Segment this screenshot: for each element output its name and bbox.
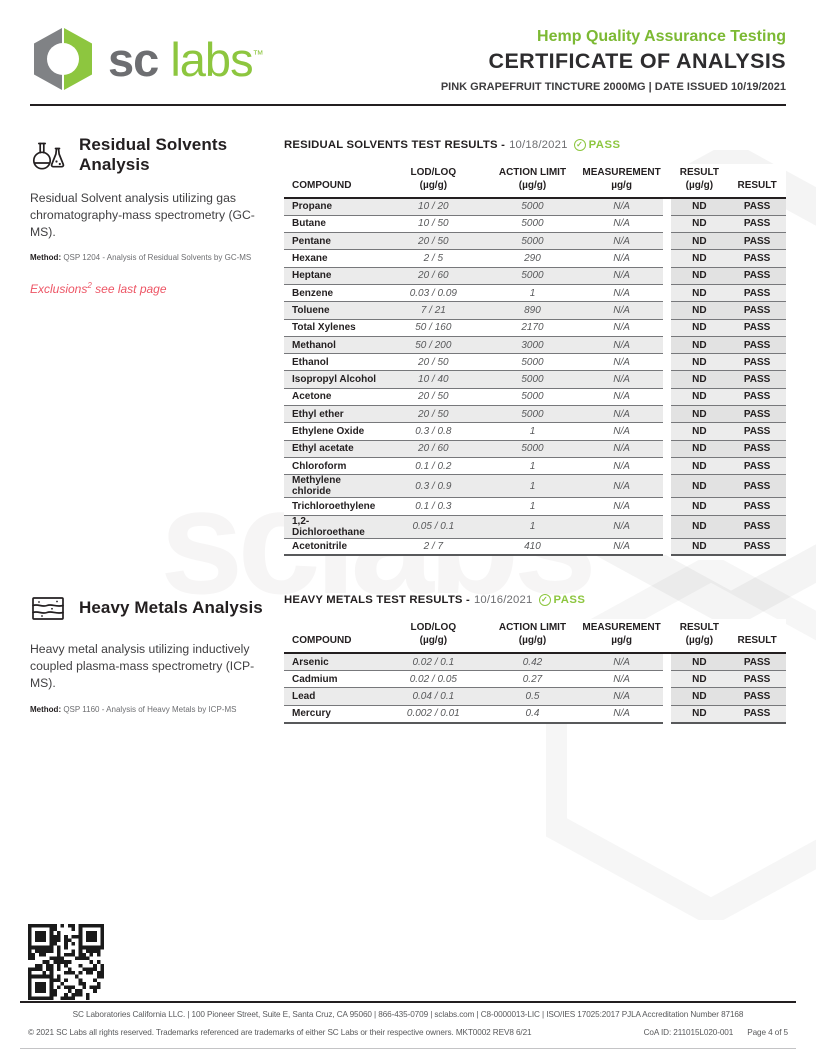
lodloq-cell: 0.02 / 0.05 xyxy=(382,671,485,688)
lodloq-cell: 0.02 / 0.1 xyxy=(382,653,485,670)
compound-cell: Hexane xyxy=(284,250,382,267)
table-row xyxy=(284,440,786,457)
result-cell: ND xyxy=(671,319,729,336)
result-cell: ND xyxy=(671,688,729,705)
logo-wordmark xyxy=(108,32,264,86)
sclabs-logo xyxy=(30,26,264,92)
cell-spacer xyxy=(663,336,671,353)
table-row xyxy=(284,388,786,405)
lodloq-cell: 0.002 / 0.01 xyxy=(382,705,485,722)
measurement-cell: N/A xyxy=(580,653,663,670)
measurement-cell: N/A xyxy=(580,705,663,722)
lodloq-cell: 20 / 60 xyxy=(382,440,485,457)
residual-solvents-table xyxy=(284,164,786,556)
copyright-text: © 2021 SC Labs all rights reserved. Trademarks referenced are trademarks of either SC Labs or their respective owners. MKT0002 REV8 6/21 xyxy=(28,1028,532,1037)
table-row xyxy=(284,319,786,336)
measurement-cell: N/A xyxy=(580,388,663,405)
action-limit-cell: 2170 xyxy=(485,319,580,336)
logo-sc-text: sc xyxy=(108,32,159,86)
heavy-metals-results xyxy=(284,590,786,723)
table-row xyxy=(284,705,786,722)
table-row xyxy=(284,302,786,319)
cell-spacer xyxy=(663,671,671,688)
cell-spacer xyxy=(663,688,671,705)
lodloq-cell: 20 / 50 xyxy=(382,388,485,405)
result-cell: ND xyxy=(671,233,729,250)
pass-cell: PASS xyxy=(728,336,786,353)
cell-spacer xyxy=(663,250,671,267)
result-cell: ND xyxy=(671,406,729,423)
compound-cell: Ethylene Oxide xyxy=(284,423,382,440)
measurement-cell: N/A xyxy=(580,284,663,301)
action-limit-cell: 5000 xyxy=(485,198,580,215)
method-label: Method: xyxy=(30,704,62,714)
lodloq-cell: 50 / 200 xyxy=(382,336,485,353)
lodloq-cell: 0.03 / 0.09 xyxy=(382,284,485,301)
cell-spacer xyxy=(663,388,671,405)
pass-cell: PASS xyxy=(728,371,786,388)
column-header: MEASUREMENT µg/g xyxy=(580,619,663,653)
column-header: COMPOUND xyxy=(284,619,382,653)
tagline: Hemp Quality Assurance Testing xyxy=(537,28,786,45)
lodloq-cell: 0.04 / 0.1 xyxy=(382,688,485,705)
measurement-cell: N/A xyxy=(580,233,663,250)
pass-cell: PASS xyxy=(728,538,786,555)
lodloq-cell: 0.05 / 0.1 xyxy=(382,515,485,538)
result-cell: ND xyxy=(671,302,729,319)
cell-spacer xyxy=(663,498,671,515)
table-row xyxy=(284,267,786,284)
pass-cell: PASS xyxy=(728,250,786,267)
pass-cell: PASS xyxy=(728,671,786,688)
compound-cell: Ethanol xyxy=(284,354,382,371)
measurement-cell: N/A xyxy=(580,371,663,388)
result-cell: ND xyxy=(671,423,729,440)
compound-cell: Acetonitrile xyxy=(284,538,382,555)
pass-cell: PASS xyxy=(728,388,786,405)
lab-contact-line: SC Laboratories California LLC. | 100 Pioneer Street, Suite E, Santa Cruz, CA 95060 | 866-435-0709 | sclabs.com | C8-0000013-LIC | ISO/IES 17025:2017 PJLA Accreditation Number 87168 xyxy=(72,1010,744,1019)
section-title: Heavy Metals Analysis xyxy=(79,598,263,618)
pass-cell: PASS xyxy=(728,198,786,215)
table-row xyxy=(284,498,786,515)
method-text: QSP 1160 - Analysis of Heavy Metals by ICP-MS xyxy=(61,704,237,714)
action-limit-cell: 5000 xyxy=(485,371,580,388)
exclusions-note xyxy=(30,281,270,296)
compound-cell: Acetone xyxy=(284,388,382,405)
measurement-cell: N/A xyxy=(580,498,663,515)
residual-solvents-summary xyxy=(30,135,284,556)
column-header: MEASUREMENT µg/g xyxy=(580,164,663,198)
action-limit-cell: 1 xyxy=(485,457,580,474)
pass-cell: PASS xyxy=(728,653,786,670)
column-header: COMPOUND xyxy=(284,164,382,198)
cell-spacer xyxy=(663,457,671,474)
action-limit-cell: 3000 xyxy=(485,336,580,353)
action-limit-cell: 0.27 xyxy=(485,671,580,688)
heavy-metals-table xyxy=(284,619,786,723)
lodloq-cell: 0.3 / 0.9 xyxy=(382,475,485,498)
method-line xyxy=(30,705,270,714)
table-row xyxy=(284,653,786,670)
results-title: RESIDUAL SOLVENTS TEST RESULTS - xyxy=(284,139,506,151)
sclabs-hexagon-logo-icon xyxy=(30,26,96,92)
result-cell: ND xyxy=(671,336,729,353)
column-spacer xyxy=(663,164,671,198)
cell-spacer xyxy=(663,354,671,371)
section-title: Residual Solvents Analysis xyxy=(79,135,228,174)
result-cell: ND xyxy=(671,198,729,215)
flask-icon xyxy=(30,137,66,173)
residual-solvents-results xyxy=(284,135,786,556)
pass-cell: PASS xyxy=(728,688,786,705)
table-row xyxy=(284,198,786,215)
compound-cell: Toluene xyxy=(284,302,382,319)
pass-cell: PASS xyxy=(728,406,786,423)
compound-cell: Benzene xyxy=(284,284,382,301)
measurement-cell: N/A xyxy=(580,671,663,688)
table-row xyxy=(284,371,786,388)
result-cell: ND xyxy=(671,671,729,688)
measurement-cell: N/A xyxy=(580,215,663,232)
page-number: Page 4 of 5 xyxy=(747,1028,788,1037)
lodloq-cell: 20 / 60 xyxy=(382,267,485,284)
column-header: ACTION LIMIT (µg/g) xyxy=(485,164,580,198)
page-header xyxy=(0,0,816,93)
cell-spacer xyxy=(663,198,671,215)
action-limit-cell: 1 xyxy=(485,423,580,440)
cell-spacer xyxy=(663,319,671,336)
column-spacer xyxy=(663,619,671,653)
action-limit-cell: 0.5 xyxy=(485,688,580,705)
copyright-line xyxy=(0,1028,816,1037)
note-text: see last page xyxy=(91,282,167,297)
measurement-cell: N/A xyxy=(580,475,663,498)
compound-cell: Cadmium xyxy=(284,671,382,688)
result-cell: ND xyxy=(671,388,729,405)
pass-cell: PASS xyxy=(728,302,786,319)
cell-spacer xyxy=(663,653,671,670)
cell-spacer xyxy=(663,267,671,284)
lodloq-cell: 0.3 / 0.8 xyxy=(382,423,485,440)
metal-sheets-icon xyxy=(30,590,66,626)
compound-cell: Pentane xyxy=(284,233,382,250)
lodloq-cell: 2 / 7 xyxy=(382,538,485,555)
action-limit-cell: 5000 xyxy=(485,267,580,284)
table-row xyxy=(284,233,786,250)
lodloq-cell: 2 / 5 xyxy=(382,250,485,267)
lodloq-cell: 10 / 40 xyxy=(382,371,485,388)
header-titles xyxy=(441,28,786,93)
column-header: ACTION LIMIT (µg/g) xyxy=(485,619,580,653)
sample-subtitle: PINK GRAPEFRUIT TINCTURE 2000MG | DATE ISSUED 10/19/2021 xyxy=(440,81,786,93)
results-header xyxy=(284,594,786,606)
compound-cell: Trichloroethylene xyxy=(284,498,382,515)
measurement-cell: N/A xyxy=(580,423,663,440)
pass-cell: PASS xyxy=(728,705,786,722)
result-cell: ND xyxy=(671,215,729,232)
measurement-cell: N/A xyxy=(580,250,663,267)
result-cell: ND xyxy=(671,267,729,284)
page-title: CERTIFICATE OF ANALYSIS xyxy=(488,49,786,73)
note-text: Exclusions xyxy=(30,282,88,297)
column-header: RESULT (µg/g) xyxy=(671,164,729,198)
result-cell: ND xyxy=(671,284,729,301)
result-cell: ND xyxy=(671,515,729,538)
method-text: QSP 1204 - Analysis of Residual Solvents by GC-MS xyxy=(61,253,252,263)
cell-spacer xyxy=(663,475,671,498)
result-cell: ND xyxy=(671,498,729,515)
column-header: RESULT xyxy=(728,619,786,653)
column-header: LOD/LOQ (µg/g) xyxy=(382,619,485,653)
compound-cell: Methylene chloride xyxy=(284,475,382,498)
compound-cell: Heptane xyxy=(284,267,382,284)
measurement-cell: N/A xyxy=(580,688,663,705)
footer-divider xyxy=(20,1001,796,1003)
cell-spacer xyxy=(663,423,671,440)
action-limit-cell: 1 xyxy=(485,475,580,498)
cell-spacer xyxy=(663,406,671,423)
lodloq-cell: 10 / 20 xyxy=(382,198,485,215)
column-header: LOD/LOQ (µg/g) xyxy=(382,164,485,198)
cell-spacer xyxy=(663,215,671,232)
compound-cell: Propane xyxy=(284,198,382,215)
pass-cell: PASS xyxy=(728,284,786,301)
compound-cell: Butane xyxy=(284,215,382,232)
compound-cell: Isopropyl Alcohol xyxy=(284,371,382,388)
lodloq-cell: 20 / 50 xyxy=(382,406,485,423)
result-cell: ND xyxy=(671,440,729,457)
result-cell: ND xyxy=(671,653,729,670)
status-badge xyxy=(539,594,586,606)
coa-id: CoA ID: 211015L020-001 xyxy=(643,1028,734,1037)
pass-cell: PASS xyxy=(728,233,786,250)
lodloq-cell: 7 / 21 xyxy=(382,302,485,319)
table-row xyxy=(284,475,786,498)
measurement-cell: N/A xyxy=(580,515,663,538)
compound-cell: Chloroform xyxy=(284,457,382,474)
page-footer xyxy=(0,1001,816,1049)
measurement-cell: N/A xyxy=(580,354,663,371)
pass-cell: PASS xyxy=(728,515,786,538)
measurement-cell: N/A xyxy=(580,302,663,319)
pass-cell: PASS xyxy=(728,354,786,371)
measurement-cell: N/A xyxy=(580,457,663,474)
section-description: Residual Solvent analysis utilizing gas chromatography-mass spectrometry (GC-MS). xyxy=(30,191,255,239)
table-row xyxy=(284,250,786,267)
measurement-cell: N/A xyxy=(580,267,663,284)
action-limit-cell: 1 xyxy=(485,515,580,538)
cell-spacer xyxy=(663,515,671,538)
pass-cell: PASS xyxy=(728,440,786,457)
pass-cell: PASS xyxy=(728,319,786,336)
residual-solvents-section xyxy=(30,135,786,556)
result-cell: ND xyxy=(671,371,729,388)
table-row xyxy=(284,457,786,474)
compound-cell: Methanol xyxy=(284,336,382,353)
pass-status-text: PASS xyxy=(553,594,586,607)
cell-spacer xyxy=(663,538,671,555)
cell-spacer xyxy=(663,302,671,319)
pass-cell: PASS xyxy=(728,215,786,232)
measurement-cell: N/A xyxy=(580,538,663,555)
table-row xyxy=(284,688,786,705)
table-row xyxy=(284,538,786,555)
compound-cell: Lead xyxy=(284,688,382,705)
qr-code xyxy=(28,924,104,1000)
results-title: HEAVY METALS TEST RESULTS - xyxy=(284,594,470,607)
result-cell: ND xyxy=(671,538,729,555)
status-badge xyxy=(574,139,621,151)
results-header xyxy=(284,139,786,151)
lodloq-cell: 10 / 50 xyxy=(382,215,485,232)
lodloq-cell: 0.1 / 0.3 xyxy=(382,498,485,515)
results-date: 10/16/2021 xyxy=(473,594,533,607)
lodloq-cell: 50 / 160 xyxy=(382,319,485,336)
result-cell: ND xyxy=(671,705,729,722)
lodloq-cell: 0.1 / 0.2 xyxy=(382,457,485,474)
table-row xyxy=(284,406,786,423)
measurement-cell: N/A xyxy=(580,198,663,215)
action-limit-cell: 1 xyxy=(485,498,580,515)
compound-cell: Total Xylenes xyxy=(284,319,382,336)
result-cell: ND xyxy=(671,475,729,498)
compound-cell: Arsenic xyxy=(284,653,382,670)
column-header: RESULT (µg/g) xyxy=(671,619,729,653)
pass-cell: PASS xyxy=(728,423,786,440)
pass-cell: PASS xyxy=(728,498,786,515)
compound-cell: Ethyl acetate xyxy=(284,440,382,457)
compound-cell: Mercury xyxy=(284,705,382,722)
action-limit-cell: 410 xyxy=(485,538,580,555)
action-limit-cell: 290 xyxy=(485,250,580,267)
page-bottom-edge xyxy=(20,1048,796,1049)
table-row xyxy=(284,671,786,688)
action-limit-cell: 1 xyxy=(485,284,580,301)
cell-spacer xyxy=(663,440,671,457)
action-limit-cell: 5000 xyxy=(485,440,580,457)
heavy-metals-summary xyxy=(30,590,284,723)
result-cell: ND xyxy=(671,354,729,371)
result-cell: ND xyxy=(671,250,729,267)
measurement-cell: N/A xyxy=(580,440,663,457)
method-label: Method: xyxy=(30,253,62,263)
cell-spacer xyxy=(663,233,671,250)
table-row xyxy=(284,354,786,371)
check-circle-icon: ✓ xyxy=(539,594,551,606)
action-limit-cell: 890 xyxy=(485,302,580,319)
action-limit-cell: 5000 xyxy=(485,388,580,405)
logo-labs-text: labs xyxy=(170,32,253,86)
table-row xyxy=(284,336,786,353)
column-header: RESULT xyxy=(728,164,786,198)
lodloq-cell: 20 / 50 xyxy=(382,233,485,250)
section-description: Heavy metal analysis utilizing inductively coupled plasma-mass spectrometry (ICP-MS). xyxy=(30,642,255,690)
pass-cell: PASS xyxy=(728,267,786,284)
pass-status-text: PASS xyxy=(588,139,621,151)
pass-cell: PASS xyxy=(728,457,786,474)
logo-trademark: ™ xyxy=(252,48,264,61)
check-circle-icon: ✓ xyxy=(574,139,586,151)
cell-spacer xyxy=(663,705,671,722)
action-limit-cell: 0.42 xyxy=(485,653,580,670)
method-line xyxy=(30,253,270,262)
note-superscript: 2 xyxy=(87,281,92,291)
measurement-cell: N/A xyxy=(580,406,663,423)
pass-cell: PASS xyxy=(728,475,786,498)
compound-cell: Ethyl ether xyxy=(284,406,382,423)
action-limit-cell: 5000 xyxy=(485,233,580,250)
results-date: 10/18/2021 xyxy=(509,139,568,151)
table-row xyxy=(284,515,786,538)
compound-cell: 1,2-Dichloroethane xyxy=(284,515,382,538)
measurement-cell: N/A xyxy=(580,336,663,353)
action-limit-cell: 5000 xyxy=(485,406,580,423)
action-limit-cell: 5000 xyxy=(485,215,580,232)
action-limit-cell: 5000 xyxy=(485,354,580,371)
measurement-cell: N/A xyxy=(580,319,663,336)
lodloq-cell: 20 / 50 xyxy=(382,354,485,371)
heavy-metals-section xyxy=(30,590,786,723)
action-limit-cell: 0.4 xyxy=(485,705,580,722)
table-row xyxy=(284,423,786,440)
header-divider xyxy=(30,104,786,106)
cell-spacer xyxy=(663,371,671,388)
cell-spacer xyxy=(663,284,671,301)
table-row xyxy=(284,284,786,301)
table-row xyxy=(284,215,786,232)
result-cell: ND xyxy=(671,457,729,474)
